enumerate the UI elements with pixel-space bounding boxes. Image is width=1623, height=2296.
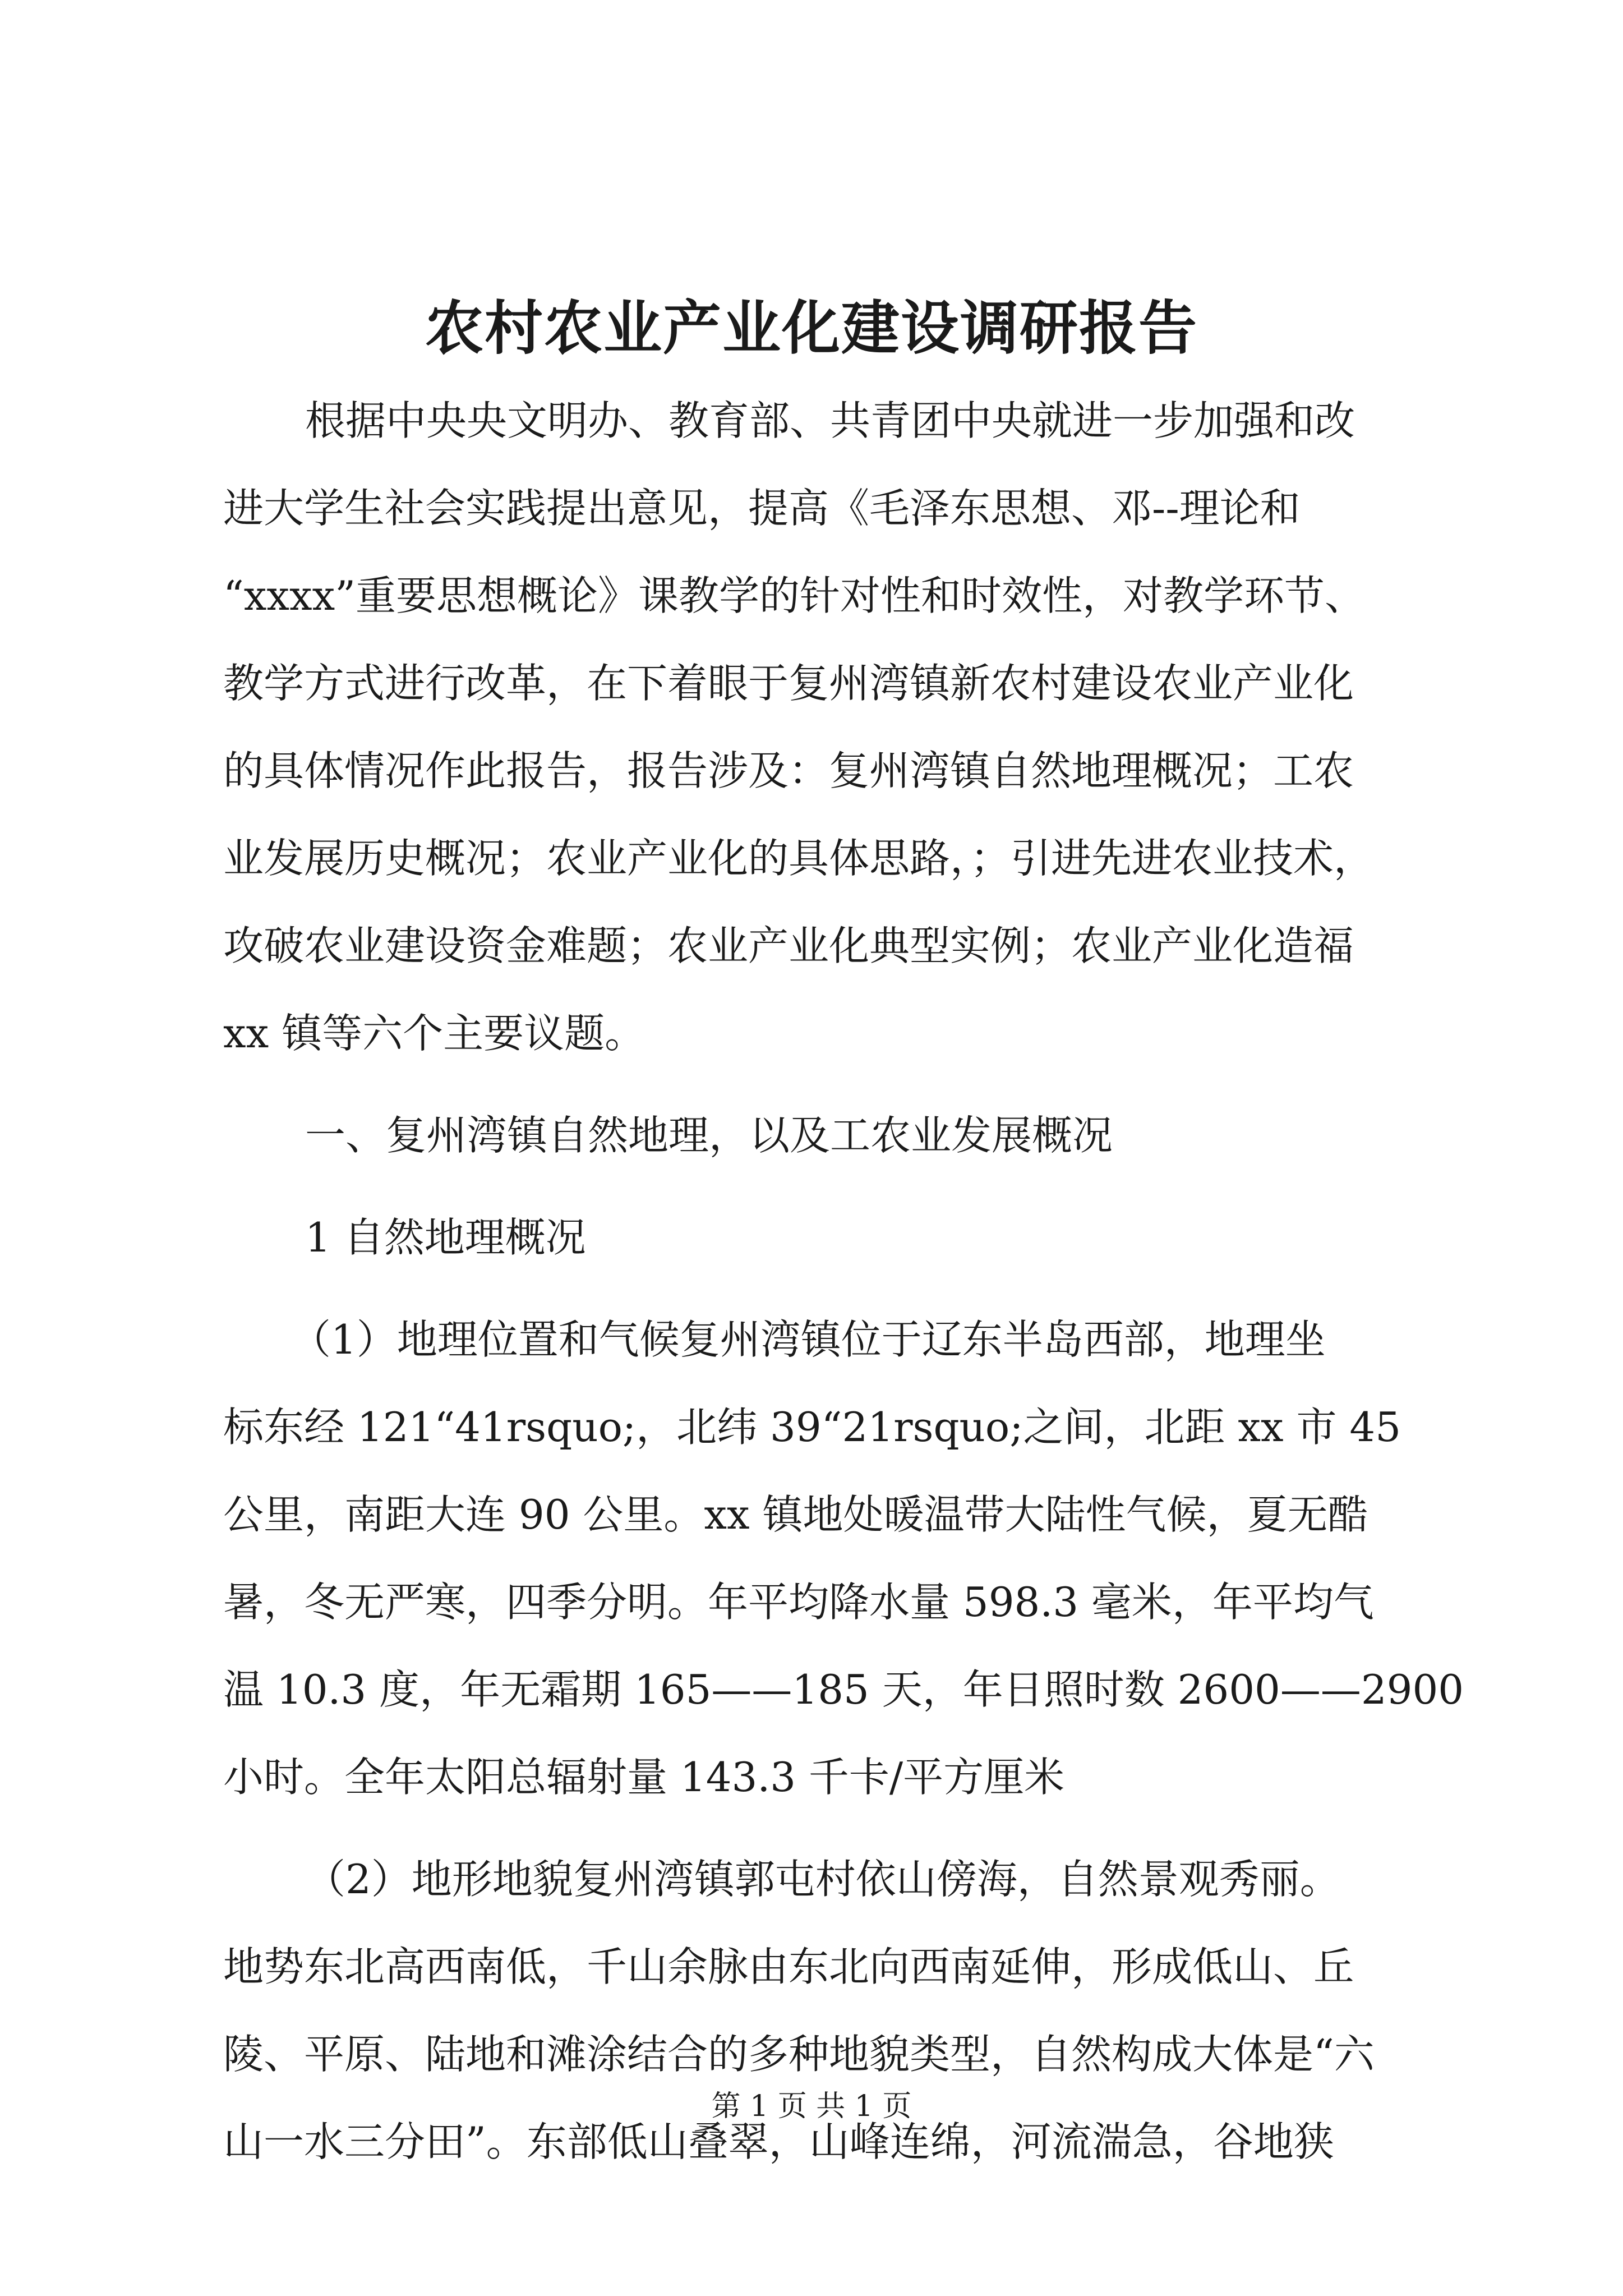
paragraph-line: 暑，冬无严寒，四季分明。年平均降水量 598.3 毫米，年平均气: [223, 1579, 1374, 1626]
paragraph-line: 业发展历史概况；农业产业化的具体思路，；引进先进农业技术，: [223, 835, 1375, 882]
paragraph-line: （2）地形地貌复州湾镇郭屯村依山傍海，自然景观秀丽。: [305, 1856, 1340, 1903]
subsection-heading: 1 自然地理概况: [305, 1214, 586, 1261]
paragraph-line: 进大学生社会实践提出意见，提高《毛泽东思想、邓--理论和: [223, 485, 1301, 532]
paragraph-line: 山一水三分田”。东部低山叠翠，山峰连绵，河流湍急，谷地狭: [223, 2118, 1334, 2165]
paragraph-line: xx 镇等六个主要议题。: [223, 1010, 645, 1057]
paragraph-line: 公里，南距大连 90 公里。xx 镇地处暖温带大陆性气候，夏无酷: [223, 1491, 1368, 1538]
paragraph-line: 地势东北高西南低，千山余脉由东北向西南延伸，形成低山、丘: [223, 1943, 1354, 1990]
page-title: 农村农业产业化建设调研报告: [425, 293, 1198, 362]
paragraph-line: 攻破农业建设资金难题；农业产业化典型实例；农业产业化造福: [223, 922, 1354, 969]
document-body: [223, 377, 1464, 2185]
paragraph-line: 教学方式进行改革，在下着眼于复州湾镇新农村建设农业产业化: [223, 660, 1354, 707]
paragraph-line: 的具体情况作此报告，报告涉及：复州湾镇自然地理概况；工农: [223, 747, 1354, 794]
paragraph-line: 根据中央央文明办、教育部、共青团中央就进一步加强和改: [305, 397, 1355, 444]
paragraph-line: 标东经 121“41rsquo;，北纬 39“21rsquo;之间，北距 xx 市 45: [223, 1404, 1401, 1451]
paragraph-line: 小时。全年太阳总辐射量 143.3 千卡/平方厘米: [223, 1754, 1065, 1801]
section-heading: 一、复州湾镇自然地理，以及工农业发展概况: [305, 1112, 1113, 1159]
page-footer: 第 1 页 共 1 页: [711, 2090, 912, 2123]
paragraph-line: “xxxx”重要思想概论》课教学的针对性和时效性，对教学环节、: [223, 572, 1366, 619]
paragraph-line: （1）地理位置和气候复州湾镇位于辽东半岛西部，地理坐: [291, 1316, 1326, 1363]
paragraph-line: 温 10.3 度，年无霜期 165——185 天，年日照时数 2600——2900: [223, 1666, 1464, 1713]
paragraph-line: 陵、平原、陆地和滩涂结合的多种地貌类型，自然构成大体是“六: [223, 2031, 1375, 2078]
